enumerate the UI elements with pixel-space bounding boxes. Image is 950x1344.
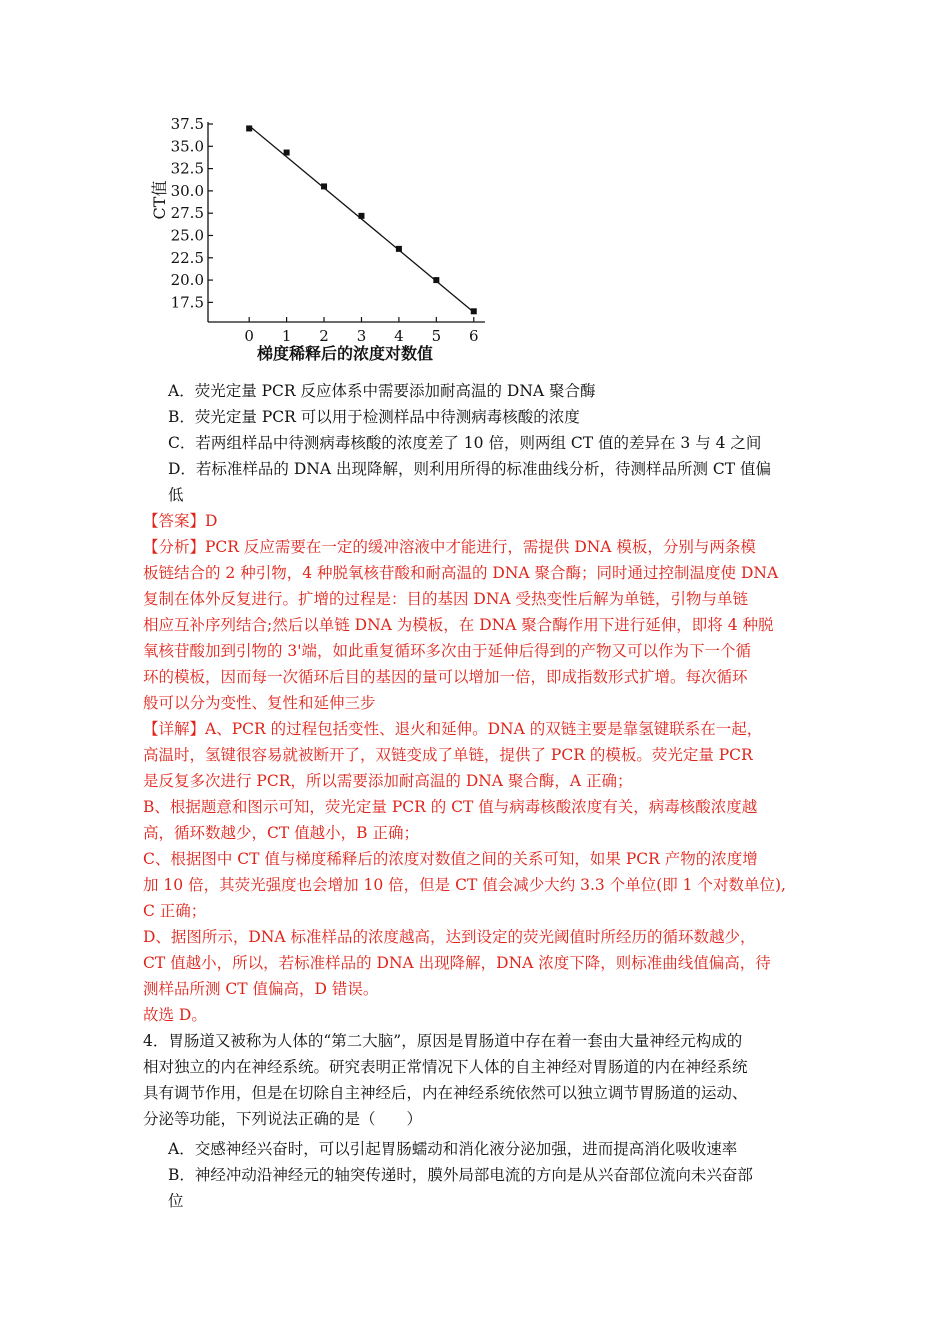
detail-line: 是反复多次进行 PCR，所以需要添加耐高温的 DNA 聚合酶，A 正确； — [143, 772, 633, 790]
y-tick-label: 17.5 — [170, 293, 204, 312]
y-tick-label: 37.5 — [170, 115, 204, 133]
data-point — [396, 246, 402, 252]
x-tick-label: 3 — [356, 327, 367, 345]
q3-option-c: C．若两组样品中待测病毒核酸的浓度差了 10 倍，则两组 CT 值的差异在 3 与 4 之间 — [168, 434, 762, 452]
detail-line: 故选 D。 — [143, 1006, 207, 1024]
q3-option-b: B．荧光定量 PCR 可以用于检测样品中待测病毒核酸的浓度 — [168, 408, 580, 426]
q3-option-d-cont: 低 — [168, 486, 184, 504]
fit-line — [249, 126, 474, 312]
detail-line: 加 10 倍，其荧光强度也会增加 10 倍，但是 CT 值会减少大约 3.3 个单位(即 1 个对数单位), — [143, 876, 786, 894]
question4-line: 分泌等功能，下列说法正确的是（ ） — [143, 1110, 423, 1128]
x-tick-label: 5 — [431, 327, 442, 345]
chart-axes — [208, 122, 485, 322]
q4-option-b: B．神经冲动沿神经元的轴突传递时，膜外局部电流的方向是从兴奋部位流向未兴奋部 — [168, 1166, 753, 1184]
y-tick-label: 27.5 — [170, 204, 204, 223]
analysis-line: 般可以分为变性、复性和延伸三步 — [143, 694, 376, 712]
x-tick-label: 6 — [468, 327, 479, 345]
question4-line: 具有调节作用，但是在切除自主神经后，内在神经系统依然可以独立调节胃肠道的运动、 — [143, 1084, 748, 1102]
detail-line: 测样品所测 CT 值偏高，D 错误。 — [143, 980, 379, 998]
data-point — [471, 308, 477, 314]
q3-option-a: A．荧光定量 PCR 反应体系中需要添加耐高温的 DNA 聚合酶 — [168, 382, 596, 400]
x-axis-label: 梯度稀释后的浓度对数值 — [256, 344, 434, 363]
y-axis-label: CT值 — [150, 180, 169, 220]
question4-line: 相对独立的内在神经系统。研究表明正常情况下人体的自主神经对胃肠道的内在神经系统 — [143, 1058, 748, 1076]
q4-option-b-cont: 位 — [168, 1192, 184, 1210]
data-point — [433, 277, 439, 283]
detail-line: D、据图所示，DNA 标准样品的浓度越高，达到设定的荧光阈值时所经历的循环数越少， — [143, 928, 756, 946]
analysis-line: 【分析】PCR 反应需要在一定的缓冲溶液中才能进行，需提供 DNA 模板，分别与两条模 — [143, 538, 756, 556]
detail-line: B、根据题意和图示可知，荧光定量 PCR 的 CT 值与病毒核酸浓度有关，病毒核酸浓度越 — [143, 798, 758, 816]
data-point — [284, 150, 290, 156]
x-tick-labels — [244, 317, 478, 345]
detail-line: 高，循环数越少，CT 值越小，B 正确； — [143, 824, 419, 842]
detail-line: 高温时，氢键很容易就被断开了，双链变成了单链，提供了 PCR 的模板。荧光定量 PCR — [143, 746, 753, 764]
question4-line: 4．胃肠道又被称为人体的“第二大脑”，原因是胃肠道中存在着一套由大量神经元构成的 — [143, 1032, 743, 1050]
ct-standard-curve-chart — [150, 108, 490, 370]
detail-line: CT 值越小，所以，若标准样品的 DNA 出现降解，DNA 浓度下降，则标准曲线值偏高，待 — [143, 954, 771, 972]
x-tick-label: 1 — [281, 327, 292, 345]
analysis-line: 板链结合的 2 种引物，4 种脱氧核苷酸和耐高温的 DNA 聚合酶；同时通过控制温度使 DNA — [143, 564, 779, 582]
data-point — [246, 125, 252, 131]
answer-line: 【答案】D — [143, 512, 218, 530]
fit-line-group — [249, 126, 474, 312]
y-tick-label: 30.0 — [170, 181, 204, 200]
y-tick-label: 35.0 — [170, 137, 204, 156]
detail-line: C 正确； — [143, 902, 207, 920]
x-tick-label: 2 — [319, 327, 329, 345]
q3-option-d: D．若标准样品的 DNA 出现降解，则利用所得的标准曲线分析，待测样品所测 CT 值偏 — [168, 460, 772, 478]
analysis-line: 环的模板，因而每一次循环后目的基因的量可以增加一倍，即成指数形式扩增。每次循环 — [143, 668, 748, 686]
y-tick-label: 32.5 — [170, 159, 204, 178]
q4-option-a: A．交感神经兴奋时，可以引起胃肠蠕动和消化液分泌加强，进而提高消化吸收速率 — [168, 1140, 738, 1158]
data-point — [321, 183, 327, 189]
detail-line: C、根据图中 CT 值与梯度稀释后的浓度对数值之间的关系可知，如果 PCR 产物的浓度增 — [143, 850, 758, 868]
y-tick-label: 25.0 — [170, 226, 204, 245]
analysis-line: 相应互补序列结合;然后以单链 DNA 为模板，在 DNA 聚合酶作用下进行延伸，即将 4 种脱 — [143, 616, 774, 634]
x-tick-label: 4 — [394, 327, 404, 345]
analysis-line: 氧核苷酸加到引物的 3'端，如此重复循环多次由于延伸后得到的产物又可以作为下一个循 — [143, 642, 752, 660]
data-point — [358, 213, 364, 219]
y-tick-labels — [171, 115, 213, 311]
detail-line: 【详解】A、PCR 的过程包括变性、退火和延伸。DNA 的双链主要是靠氢键联系在一起， — [143, 720, 763, 738]
x-tick-label: 0 — [244, 327, 254, 345]
analysis-line: 复制在体外反复进行。扩增的过程是：目的基因 DNA 受热变性后解为单链，引物与单链 — [143, 590, 749, 608]
y-tick-label: 22.5 — [170, 248, 204, 267]
y-tick-label: 20.0 — [170, 271, 204, 290]
